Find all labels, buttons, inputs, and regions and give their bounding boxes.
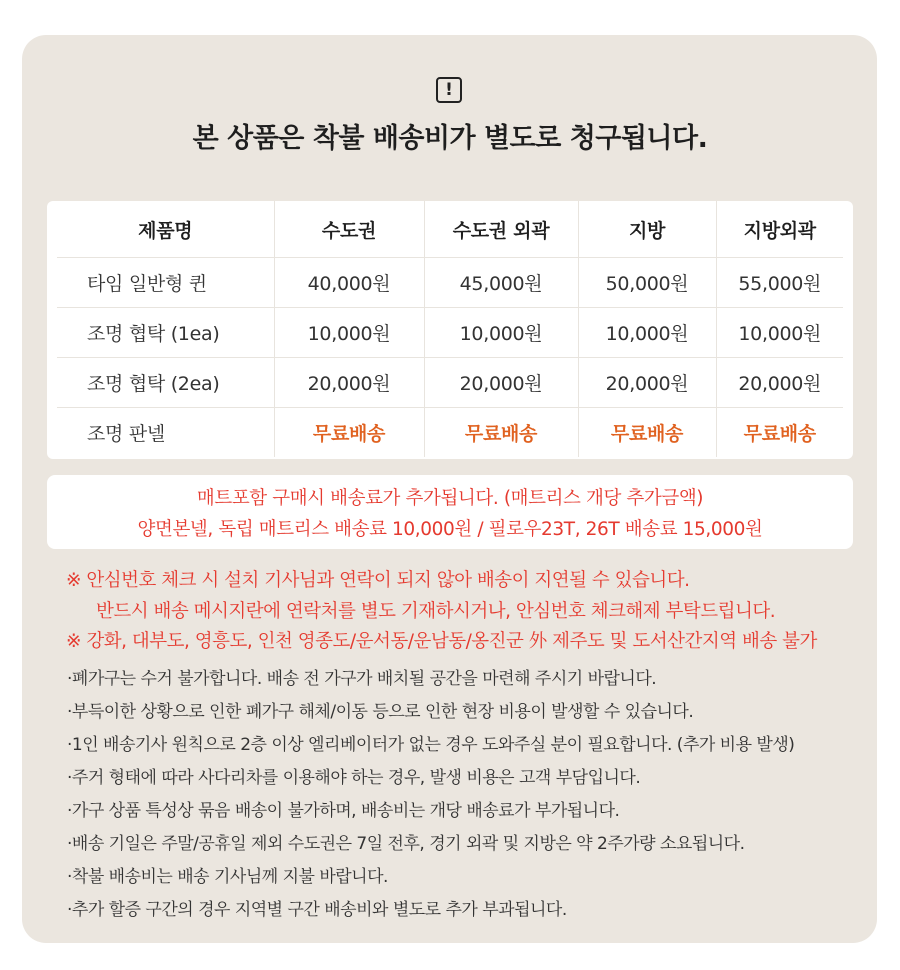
header-capital-area: 수도권 [274,201,424,258]
list-item: ·1인 배송기사 원칙으로 2층 이상 엘리베이터가 없는 경우 도와주실 분이 필요합니다. (추가 비용 발생) [67,735,795,755]
header-capital-outskirts: 수도권 외곽 [424,201,578,258]
product-name-cell: 조명 협탁 (2ea) [57,358,274,408]
table-row [57,308,843,358]
product-name-cell: 조명 협탁 (1ea) [57,308,274,358]
header-province-outskirts: 지방외곽 [716,201,843,258]
fee-cell: 20,000원 [274,358,424,408]
list-item: ·주거 형태에 따라 사다리차를 이용해야 하는 경우, 발생 비용은 고객 부담입니다. [67,768,641,788]
exclamation-box-icon [436,77,462,103]
free-shipping-cell: 무료배송 [274,408,424,458]
fee-cell: 10,000원 [274,308,424,358]
fee-cell: 55,000원 [716,258,843,308]
mattress-fee-notice [47,475,853,549]
safe-number-instruction: 반드시 배송 메시지란에 연락처를 별도 기재하시거나, 안심번호 체크해제 부탁드립니다. [96,601,776,622]
safe-number-warning: ※ 안심번호 체크 시 설치 기사님과 연락이 되지 않아 배송이 지연될 수 있습니다. [66,570,690,591]
shipping-fee-table-box [47,201,853,459]
free-shipping-cell: 무료배송 [578,408,716,458]
product-name-cell: 타임 일반형 퀸 [57,258,274,308]
fee-cell: 10,000원 [716,308,843,358]
table-row [57,258,843,308]
notice-heading: 본 상품은 착불 배송비가 별도로 청구됩니다. [192,123,708,154]
list-item: ·가구 상품 특성상 묶음 배송이 불가하며, 배송비는 개당 배송료가 부가됩니다. [67,801,620,821]
delivery-terms-list [67,664,794,928]
header-provinces: 지방 [578,201,716,258]
fee-cell: 45,000원 [424,258,578,308]
fee-cell: 20,000원 [716,358,843,408]
list-item: ·부득이한 상황으로 인한 폐가구 해체/이동 등으로 인한 현장 비용이 발생할 수 있습니다. [67,702,694,722]
fee-cell: 10,000원 [424,308,578,358]
product-name-cell: 조명 판넬 [57,408,274,458]
header-product-name: 제품명 [57,201,274,258]
list-item: ·배송 기일은 주말/공휴일 제외 수도권은 7일 전후, 경기 외곽 및 지방은 약 2주가량 소요됩니다. [67,834,745,854]
fee-cell: 40,000원 [274,258,424,308]
shipping-fee-table [57,201,843,457]
table-row [57,408,843,458]
mattress-notice-line-2: 양면본넬, 독립 매트리스 배송료 10,000원 / 필로우23T, 26T 배송료 15,000원 [137,519,763,540]
mattress-notice-line-1: 매트포함 구매시 배송료가 추가됩니다. (매트리스 개당 추가금액) [196,488,704,509]
list-item: ·착불 배송비는 배송 기사님께 지불 바랍니다. [67,867,388,887]
fee-cell: 10,000원 [578,308,716,358]
free-shipping-cell: 무료배송 [743,423,816,445]
list-item: ·폐가구는 수거 불가합니다. 배송 전 가구가 배치될 공간을 마련해 주시기 바랍니다. [67,669,657,689]
fee-cell: 20,000원 [578,358,716,408]
delivery-unavailable-warning: ※ 강화, 대부도, 영흥도, 인천 영종도/운서동/운남동/옹진군 外 제주도 및 도서산간지역 배송 불가 [66,631,817,652]
table-header-row [57,201,843,258]
list-item: ·추가 할증 구간의 경우 지역별 구간 배송비와 별도로 추가 부과됩니다. [67,900,567,920]
table-row [57,358,843,408]
exclamation-mark: ! [445,79,453,100]
fee-cell: 20,000원 [424,358,578,408]
free-shipping-cell: 무료배송 [424,408,578,458]
fee-cell: 50,000원 [578,258,716,308]
